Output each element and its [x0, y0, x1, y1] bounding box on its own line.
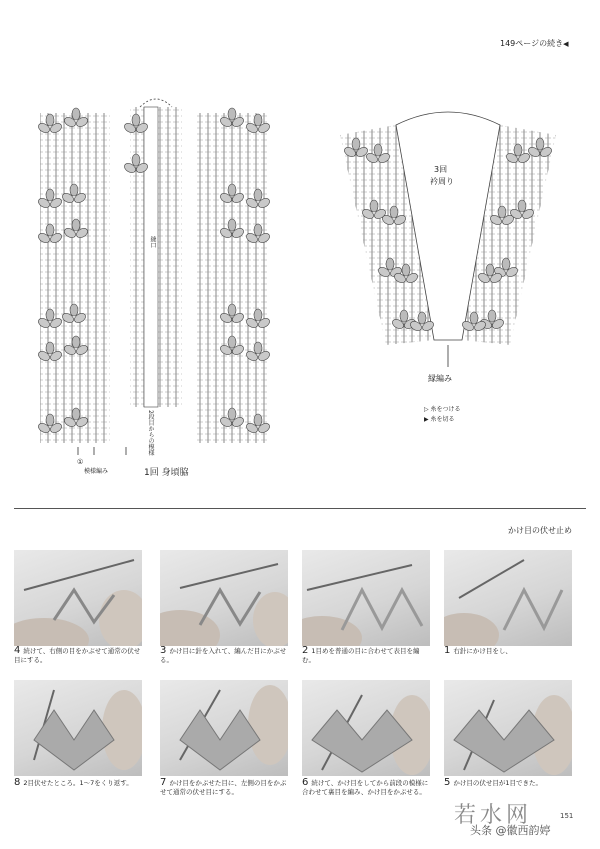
step-text: 2目伏せたところ。1〜7をくり返す。: [23, 779, 133, 787]
step-photo-6: [302, 680, 430, 776]
step-photo-7: [160, 680, 288, 776]
step-text: 続けて、かけ目をしてから前段の模様に合わせて裏目を編み、かけ目をかぶせる。: [302, 779, 429, 796]
page-ref: 149ページの続き: [500, 39, 564, 48]
center-label: 縫口: [149, 236, 156, 248]
arrow-left-icon: ◀: [563, 40, 569, 48]
step-text: 続けて、右側の目をかぶせて通常の伏せ目にする。: [14, 647, 141, 664]
legend-attach-label: 糸をつける: [430, 406, 461, 413]
crochet-chart-body: [36, 95, 276, 455]
step-caption-4: [14, 646, 144, 665]
step-caption-7: [160, 778, 290, 797]
step-text: かけ目をかぶせた目に、左側の目をかぶせて通常の伏せ目にする。: [160, 779, 287, 796]
collar-count-label: 3回: [434, 165, 448, 174]
step-photo-1: [444, 550, 572, 646]
step-caption-8: [14, 778, 144, 788]
step-number: 5: [444, 777, 451, 788]
step-number: 3: [160, 645, 167, 656]
step-text: かけ目に針を入れて、編んだ目にかぶせる。: [160, 647, 287, 664]
step-photo-4: [14, 550, 142, 646]
step-caption-5: [444, 778, 574, 788]
legend-item: [424, 416, 461, 424]
bottom-left-label: 模様編み: [84, 468, 109, 475]
legend-item: [424, 406, 461, 414]
collar-chart: [336, 105, 560, 375]
num-circle: ①: [77, 458, 84, 466]
step-photo-3: [160, 550, 288, 646]
legend-cut-label: 糸を切る: [430, 416, 455, 423]
step-number: 1: [444, 645, 451, 656]
step-caption-2: [302, 646, 432, 665]
step-text: 右針にかけ目をし、: [453, 647, 512, 655]
section-title: かけ目の伏せ止め: [508, 526, 572, 535]
diagram-left-title: 1回 身頃脇: [144, 468, 189, 478]
legend-cut-icon: ▶: [424, 416, 429, 423]
page-number: 151: [560, 812, 574, 820]
start-label: 2段目からの模様: [147, 410, 154, 456]
step-number: 4: [14, 645, 21, 656]
step-number: 7: [160, 777, 167, 788]
legend-attach-icon: ▷: [424, 406, 429, 413]
step-text: かけ目の伏せ目が1目できた。: [453, 779, 543, 787]
step-number: 6: [302, 777, 309, 788]
step-photo-5: [444, 680, 572, 776]
step-photo-2: [302, 550, 430, 646]
step-number: 2: [302, 645, 309, 656]
page-header: [500, 38, 569, 49]
divider: [14, 508, 586, 509]
collar-part-label: 衿周り: [430, 177, 454, 186]
step-photo-8: [14, 680, 142, 776]
step-number: 8: [14, 777, 21, 788]
step-caption-3: [160, 646, 290, 665]
legend: [424, 406, 461, 424]
credit: 头条 @徽西韵婷: [470, 824, 551, 837]
step-text: 1目めを普通の目に合わせて表目を編む。: [302, 647, 420, 664]
collar-bottom-label: 縁編み: [428, 374, 452, 383]
step-caption-6: [302, 778, 432, 797]
step-caption-1: [444, 646, 574, 656]
watermark: 若水网: [454, 803, 533, 828]
